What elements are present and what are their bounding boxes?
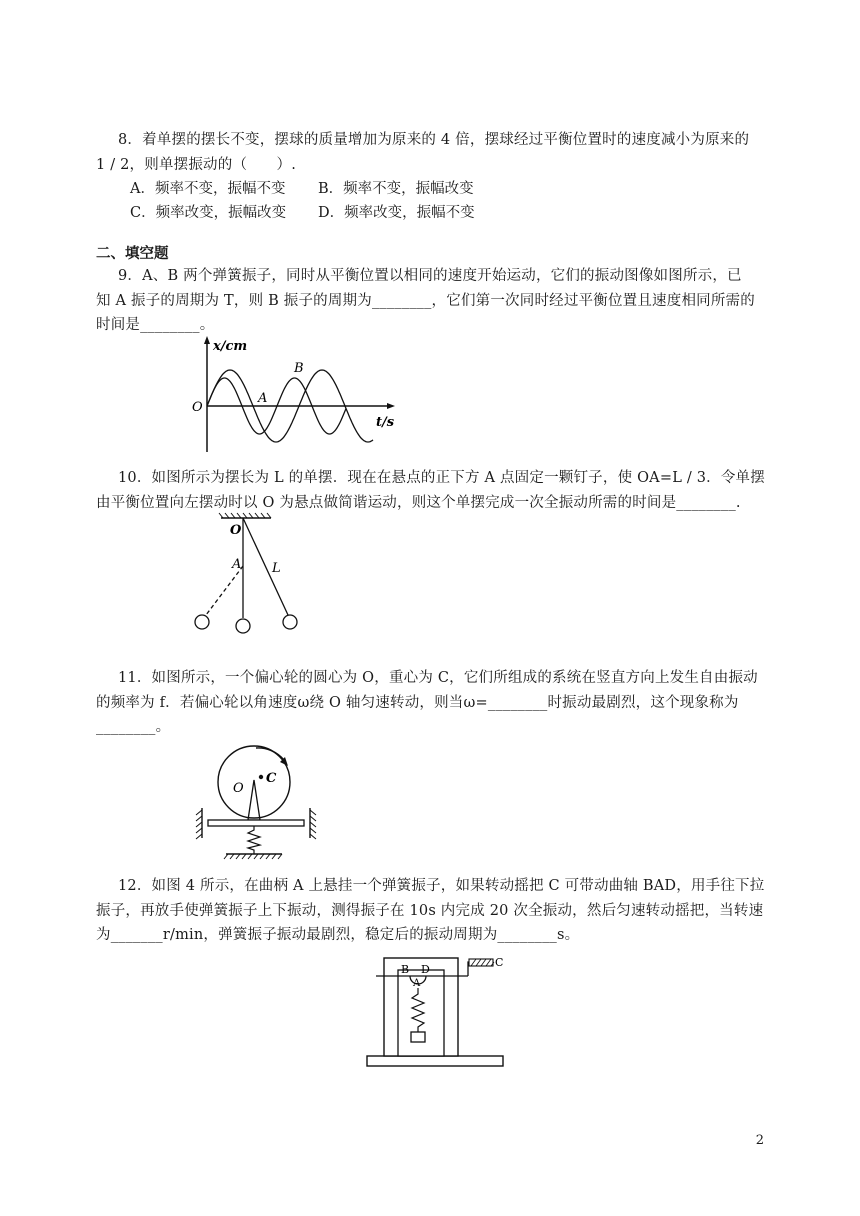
q8-line1: 8．着单摆的摆长不变，摆球的质量增加为原来的 4 倍，摆球经过平衡位置时的速度减小为原来的: [118, 132, 750, 148]
crank-label-a: A: [413, 978, 421, 989]
left-wall-hatch: [196, 810, 202, 839]
page-number: 2: [755, 1133, 764, 1148]
q11-line3: ________。: [96, 719, 171, 735]
oscillator-mass: [411, 1032, 425, 1042]
q10-line1: 10．如图所示为摆长为 L 的单摆．现在在悬点的正下方 A 点固定一颗钉子，使 OA=L / 3．令单摆: [118, 470, 765, 486]
q12-crank-oscillator-figure: [364, 948, 514, 1070]
support: [248, 780, 260, 820]
length-label: L: [272, 561, 281, 576]
rotation-arc: [256, 748, 284, 760]
q9-line2: 知 A 振子的周期为 T，则 B 振子的周期为________，它们第一次同时经过平衡位置且速度相同所需的: [96, 293, 755, 309]
gravity-point: [259, 775, 263, 779]
q10-line2: 由平衡位置向左摆动时以 O 为悬点做简谐运动，则这个单摆完成一次全振动所需的时间是________.: [96, 495, 741, 511]
q8-line2: 1 / 2，则单摆振动的（ ）.: [96, 157, 297, 173]
nail-label: A: [232, 557, 242, 572]
string-left-dashed: [206, 566, 243, 615]
string-right: [243, 518, 288, 615]
base: [367, 1056, 503, 1066]
q8-option-d: D．频率改变，振幅不变: [318, 205, 475, 221]
q9-vibration-graph: [186, 334, 416, 458]
y-axis-label: x/cm: [213, 339, 248, 354]
center-label: O: [233, 781, 244, 796]
ground-hatch: [224, 854, 282, 859]
q9-line3: 时间是________。: [96, 317, 215, 333]
q8-option-b: B．频率不变，振幅改变: [318, 181, 474, 197]
q9-line1: 9．A、B 两个弹簧振子，同时从平衡位置以相同的速度开始运动，它们的振动图像如图所示，已: [118, 268, 742, 284]
crank-knob: [469, 959, 493, 966]
spring: [248, 826, 260, 854]
bob-center: [236, 619, 250, 633]
q11-line1: 11．如图所示，一个偏心轮的圆心为 O，重心为 C，它们所组成的系统在竖直方向上发生自由振动: [118, 670, 758, 686]
gravity-label: C: [266, 771, 277, 786]
curve-b-label: B: [294, 361, 304, 376]
q11-eccentric-wheel-figure: [192, 742, 322, 860]
y-axis-arrow-icon: [204, 336, 210, 344]
curve-a-label: A: [258, 391, 268, 406]
pivot-label: O: [230, 523, 242, 538]
bob-left: [195, 615, 209, 629]
q11-line2: 的频率为 f．若偏心轮以角速度ω绕 O 轴匀速转动，则当ω=________时振动最剧烈，这个现象称为: [96, 695, 739, 711]
platform: [208, 820, 304, 826]
crank-label-c: C: [495, 956, 504, 969]
right-wall-hatch: [310, 810, 316, 839]
q12-line1: 12．如图 4 所示，在曲柄 A 上悬挂一个弹簧振子，如果转动摇把 C 可带动曲轴 BAD，用手往下拉: [118, 878, 765, 894]
q8-option-a: A．频率不变，振幅不变: [130, 181, 286, 197]
crank-label-b: B: [401, 963, 410, 976]
bob-right: [283, 615, 297, 629]
origin-label: O: [192, 400, 203, 415]
q12-line3: 为_______r/min，弹簧振子振动最剧烈，稳定后的振动周期为________s。: [96, 927, 580, 943]
q10-pendulum-figure: [186, 512, 306, 640]
crank-label-d: D: [421, 963, 430, 976]
section-title: 二、填空题: [96, 246, 169, 262]
q12-line2: 振子，再放手使弹簧振子上下振动，测得振子在 10s 内完成 20 次全振动，然后匀速转动摇把，当转速: [96, 903, 764, 919]
x-axis-arrow-icon: [387, 403, 395, 409]
q8-option-c: C．频率改变，振幅改变: [130, 205, 287, 221]
x-axis-label: t/s: [376, 415, 395, 430]
